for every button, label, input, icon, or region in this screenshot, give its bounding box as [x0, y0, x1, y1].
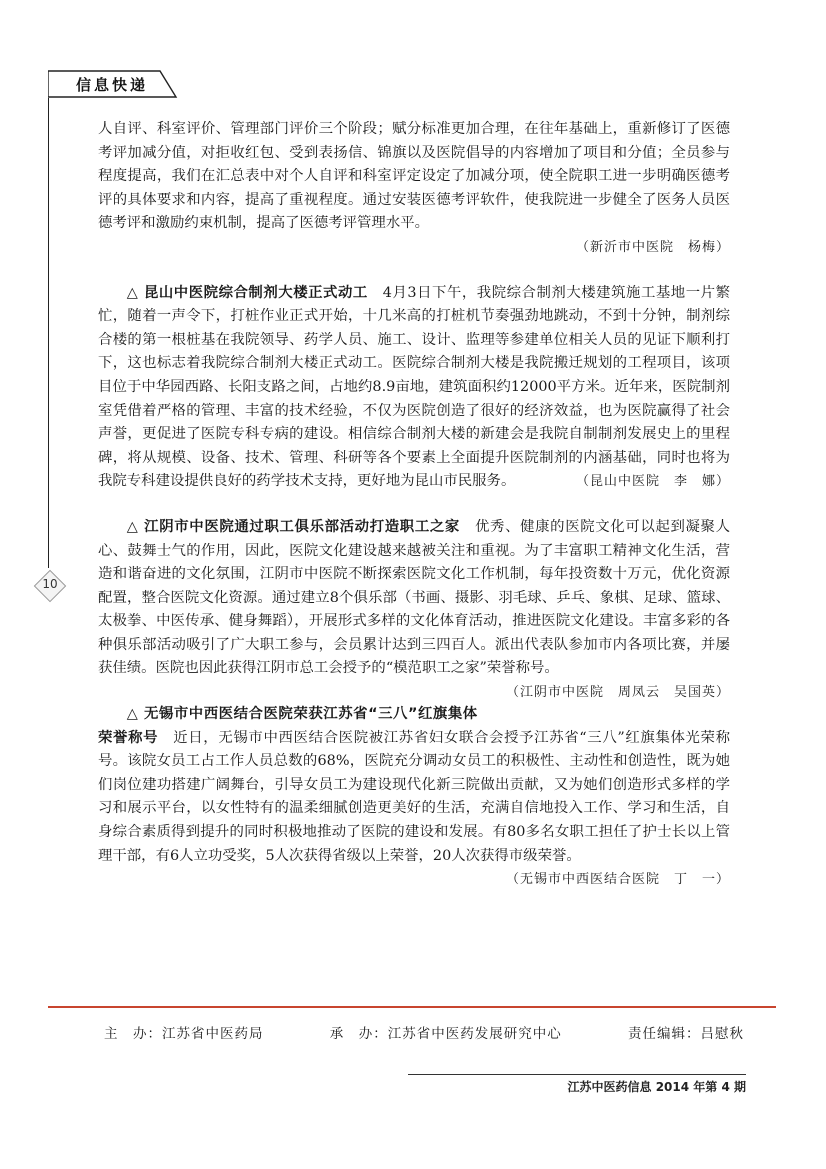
article-body [98, 118, 730, 236]
left-margin-rule [48, 98, 49, 568]
journal-issue: 江苏中医药信息 2014 年第 4 期 [567, 1080, 746, 1094]
section-header-tab [48, 70, 178, 98]
footer-divider [48, 1006, 776, 1008]
footer-editor: 责任编辑：吕慰秋 [628, 1026, 744, 1042]
article-headline: △ 江阴市中医院通过职工俱乐部活动打造职工之家 [126, 518, 460, 535]
article-text: 人自评、科室评价、管理部门评价三个阶段；赋分标准更加合理，在往年基础上，重新修订了医德考评加减分值，对拒收红包、受到表扬信、锦旗以及医院倡导的内容增加了项目和分值；全员参与程度提高，我们在汇总表中对个人自评和科室评定设定了加减分项，使全院职工进一步明确医德考评的具体要求和内容，提高了重视程度。通过安装医德考评软件，使我院进一步健全了医务人员医德考评和激励约束机制，提高了医德考评管理水平。 [98, 121, 730, 232]
article-headline: △ 无锡市中西医结合医院荣获江苏省“三八”红旗集体荣誉称号 [98, 706, 478, 746]
article-body [98, 703, 730, 868]
article-headline: △ 昆山中医院综合制剂大楼正式动工 [126, 284, 368, 301]
journal-rule [408, 1074, 746, 1075]
article-source: （江阴市中医院 周凤云 吴国英） [505, 685, 730, 701]
article-text: 优秀、健康的医院文化可以起到凝聚人心、鼓舞士气的作用，因此，医院文化建设越来越被关注和重视。为了丰富职工精神文化生活，营造和谐奋进的文化氛围，江阴市中医院不断探索医院文化工作机制，每年投资数十万元，优化资源配置，整合医院文化资源。通过建立8个俱乐部（书画、摄影、羽毛球、乒乓、象棋、足球、篮球、太极拳、中医传承、健身舞蹈），开展形式多样的文化体育活动，推进医院文化建设。丰富多彩的各种俱乐部活动吸引了广大职工参与，会员累计达到三四百人。派出代表队参加市内各项比赛，并屡获佳绩。医院也因此获得江阴市总工会授予的“模范职工之家”荣誉称号。 [98, 518, 730, 677]
article-body [98, 282, 730, 494]
page-number: 10 [42, 577, 58, 591]
article-text: 近日，无锡市中西医结合医院被江苏省妇女联合会授予江苏省“三八”红旗集体光荣称号。该院女员工占工作人员总数的68%，医院充分调动女员工的积极性、主动性和创造性，既为她们岗位建功搭建广阔舞台，引导女员工为建设现代化新三院做出贡献，又为她们创造形式多样的学习和展示平台，以女性特有的温柔细腻创造更美好的生活，充满自信地投入工作、学习和生活，自身综合素质得到提升的同时积极地推动了医院的建设和发展。有80多名女职工担任了护士长以上管理干部，有6人立功受奖，5人次获得省级以上荣誉，20人次获得市级荣誉。 [98, 729, 730, 864]
footer-organizer: 承 办：江苏省中医药发展研究中心 [329, 1026, 562, 1042]
article-source: （无锡市中西医结合医院 丁 一） [505, 872, 730, 888]
footer-host: 主 办：江苏省中医药局 [104, 1026, 264, 1042]
page-number-badge [32, 568, 68, 604]
article-text: 4月3日下午，我院综合制剂大楼建筑施工基地一片繁忙，随着一声令下，打桩作业正式开始，十几米高的打桩机节奏强劲地跳动，不到十分钟，制剂综合楼的第一根桩基在我院领导、药学人员、施工、设计、监理等参建单位相关人员的见证下顺利打下，这也标志着我院综合制剂大楼正式动工。医院综合制剂大楼是我院搬迁规划的工程项目，该项目位于中华园西路、长阳支路之间，占地约8.9亩地，建筑面积约12000平方米。近年来，医院制剂室凭借着严格的管理、丰富的技术经验，不仅为医院创造了很好的经济效益，也为医院赢得了社会声誉，更促进了医院专科专病的建设。相信综合制剂大楼的新建会是我院自制制剂发展史上的里程碑，将从规模、设备、技术、管理、科研等各个要素上全面提升医院制剂的内涵基础，同时也将为我院专科建设提供良好的药学技术支持，更好地为昆山市民服务。 [98, 284, 730, 490]
footer-credits [104, 1022, 744, 1042]
article-source: （昆山中医院 李 娜） [575, 474, 730, 490]
article-source: （新沂市中医院 杨梅） [575, 239, 730, 255]
article-content [98, 118, 730, 892]
section-title: 信息快递 [76, 76, 149, 94]
article-body [98, 516, 730, 701]
